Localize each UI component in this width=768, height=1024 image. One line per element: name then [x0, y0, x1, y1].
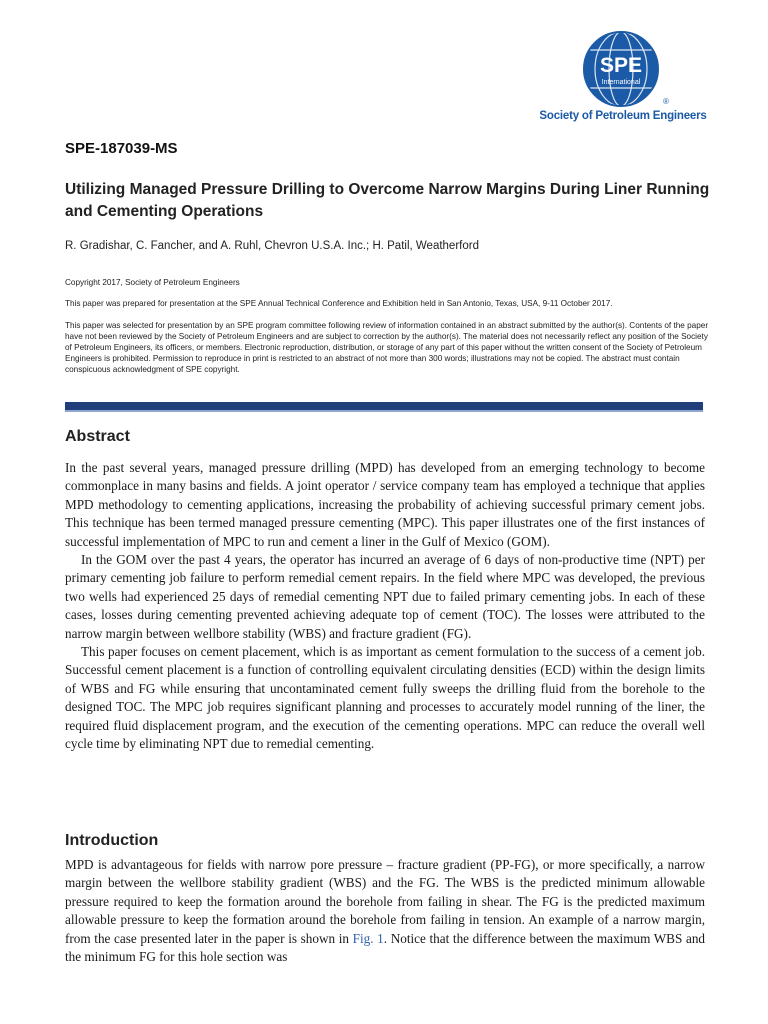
paper-title: Utilizing Managed Pressure Drilling to Overcome Narrow Margins During Liner Running and Cementing Operations — [65, 181, 710, 220]
logo-mark-text: SPE — [599, 54, 643, 77]
registered-mark: ® — [663, 97, 669, 106]
intro-text-end: . Notice that the difference between the maximum WBS and the minimum FG for this hole section was — [65, 930, 706, 965]
review-notice: This paper was selected for presentation by an SPE program committee following review of information contained in an abstract submitted by the author(s). Contents of the paper have not been reviewed by the Society of Petroleum Engineers and are subject to correction by the author(s). The material does not necessarily reflect any position of the Society of Petroleum Engineers, its officers, or members. Electronic reproduction, distribution, or storage of any part of this paper without the written consent of the Society of Petroleum Engineers is prohibited. Permission to reproduce in print is restricted to an abstract of not more than 300 words; illustrations may not be copied. The abstract must contain conspicuous acknowledgment of SPE copyright. — [65, 321, 709, 374]
abstract-paragraph: This paper focuses on cement placement, which is as important as cement formulation to the success of a cement job. Successful cement placement is a function of controlling equivalent circulating densities (ECD) within the design limits of WBS and FG while ensuring that uncontaminated cement fully sweeps the drilling fluid from the borehole to the designed TOC. The MPC job requires significant planning and processes to accurately model running of the liner, the required fluid displacement program, and the execution of the cementing operations. MPC can reduce the overall well cycle time by eliminating NPT due to remedial cementing. — [65, 644, 705, 752]
spe-globe-icon — [556, 28, 686, 110]
figure-link[interactable]: Fig. 1 — [352, 930, 384, 946]
logo-sub-text: International — [601, 79, 641, 86]
paper-number: SPE-187039-MS — [65, 140, 178, 157]
abstract-heading: Abstract — [65, 428, 130, 445]
introduction-heading: Introduction — [65, 832, 159, 849]
copyright-notice: Copyright 2017, Society of Petroleum Engineers — [65, 278, 240, 287]
abstract-paragraph: In the past several years, managed pressure drilling (MPD) has developed from an emerging technology to become commonplace in many basins and fields. A joint operator / service company team has employed a technique that applies MPD methodology to cementing applications, increasing the probability of achieving successful primary cement jobs. This technique has been termed managed pressure cementing (MPC). This paper illustrates one of the first instances of successful implementation of MPC to run and cement a liner in the Gulf of Mexico (GOM). — [65, 460, 705, 549]
intro-text-start: MPD is advantageous for fields with narrow pore pressure – fracture gradient (PP-FG), or more specifically, a narrow margin between the wellbore stability gradient (WBS) and the FG. The WBS is the predicted minimum allowable pressure required to keep the formation around the borehole from failing in shear. The FG is the predicted maximum allowable pressure to keep the formation around the borehole from failing in tension. An example of a narrow margin, from the case presented later in the paper is shown in — [65, 857, 705, 946]
author-list: R. Gradishar, C. Fancher, and A. Ruhl, Chevron U.S.A. Inc.; H. Patil, Weatherford — [65, 240, 479, 252]
spe-logo — [538, 28, 708, 128]
presentation-notice: This paper was prepared for presentation at the SPE Annual Technical Conference and Exhibition held in San Antonio, Texas, USA, 9-11 October 2017. — [65, 299, 613, 308]
header-divider — [65, 402, 703, 412]
abstract-body — [65, 459, 705, 754]
introduction-body — [65, 856, 705, 966]
introduction-paragraph — [65, 856, 705, 966]
abstract-paragraph: In the GOM over the past 4 years, the operator has incurred an average of 6 days of non-productive time (NPT) per primary cementing job failure to perform remedial cement repairs. In the field where MPC was developed, the previous two wells had experienced 25 days of remedial cementing NPT due to failed primary cementing jobs. In each of these cases, losses during cementing prevented achieving adequate top of cement (TOC). The losses were attributed to the narrow margin between wellbore stability (WBS) and fracture gradient (FG). — [65, 552, 705, 641]
logo-caption: Society of Petroleum Engineers — [539, 110, 707, 122]
